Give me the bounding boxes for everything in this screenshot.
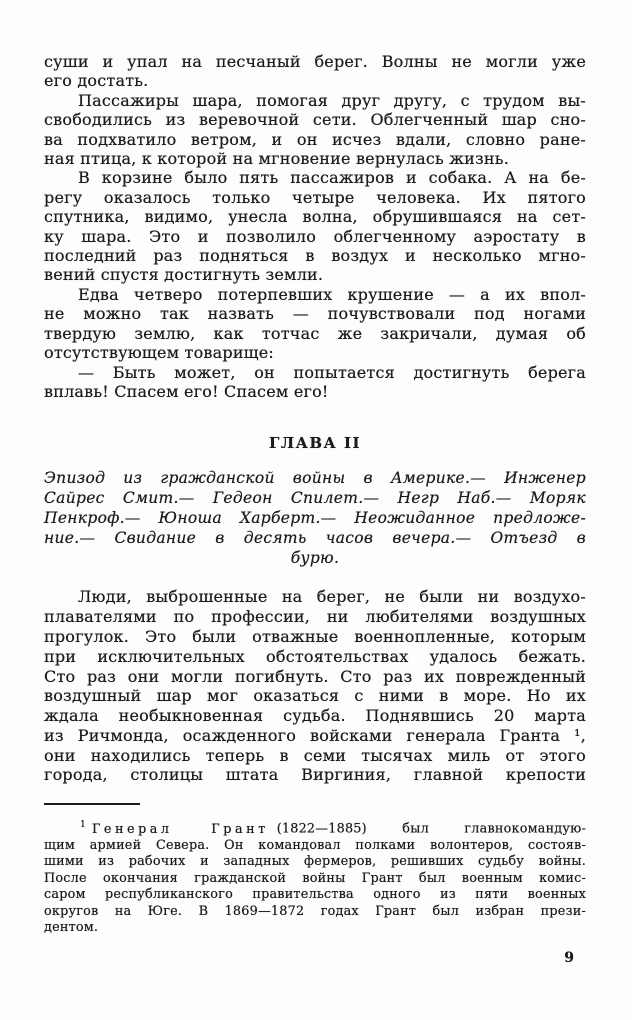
text-line: свободились из веревочной сети. Облегченный шар сно- — [44, 110, 586, 130]
text-line: суши и упал на песчаный берег. Волны не могли уже — [44, 52, 586, 71]
text-line: плавателями по профессии, ни любителями воздушных — [44, 607, 586, 627]
page-number: 9 — [564, 950, 574, 967]
footnote-line: После окончания гражданской войны Грант был военным комис- — [44, 870, 586, 886]
summary-line: Сайрес Смит.— Гедеон Спилет.— Негр Наб.— Моряк — [44, 489, 586, 508]
text-line: вений спустя достигнуть земли. — [44, 265, 324, 285]
footnote-line: шими из рабочих и западных фермеров, решивших судьбу войны. — [44, 854, 586, 870]
text-line: ку шара. Это и позволило облегченному аэростату в — [44, 226, 586, 246]
text-line: ва подхватило ветром, и он исчез вдали, словно ране- — [44, 129, 586, 149]
summary-line: Эпизод из гражданской войны в Америке.— Инженер — [44, 469, 586, 488]
text-line: его достать. — [44, 71, 149, 91]
summary-line: бурю. — [290, 549, 340, 568]
text-line: воздушный шар мог оказаться с ними в море. Но их — [44, 686, 586, 706]
footnote-line: саром республиканского правительства одного из пяти военных — [44, 887, 586, 903]
text-line: Люди, выброшенные на берег, не были ни воздухо- — [78, 587, 586, 607]
footnote-separator — [44, 803, 140, 805]
dialogue-line: вплавь! Спасем его! Спасем его! — [44, 381, 329, 401]
chapter-summary — [44, 468, 586, 568]
opening-paragraph — [44, 587, 586, 785]
footnote-line: дентом. — [44, 919, 99, 935]
text-line-with-footnote-ref: из Ричмонда, осажденного войсками генерала Гранта ¹, — [44, 725, 586, 745]
footnote — [44, 817, 586, 936]
dialogue-line: — Быть может, он попытается достигнуть берега — [78, 362, 586, 382]
text-line: твердую землю, как тотчас же закричали, думая об — [44, 323, 586, 343]
summary-line: ние.— Свидание в десять часов вечера.— Отъезд в — [44, 529, 586, 548]
text-line: отсутствующем товарище: — [44, 343, 275, 363]
text-line: Пассажиры шара, помогая друг другу, с трудом вы- — [78, 90, 586, 110]
footnote-line: округов на Юге. В 1869—1872 годах Грант был избран прези- — [44, 903, 586, 919]
text-line: В корзине было пять пассажиров и собака. А на бе- — [78, 168, 586, 188]
footnote-first-line — [44, 817, 586, 838]
chapter-heading: ГЛАВА II — [269, 434, 361, 453]
footnote-text: (1822—1885) был главнокомандую- — [276, 821, 586, 837]
page-content — [44, 0, 586, 967]
text-line: города, столицы штата Виргиния, главной крепости — [44, 765, 586, 785]
text-line: ная птица, к которой на мгновение вернулась жизнь. — [44, 149, 509, 169]
text-line: не можно так назвать — почувствовали под ногами — [44, 304, 586, 324]
footnote-marker: 1 — [80, 820, 86, 831]
text-line: Едва четверо потерпевших крушение — а их впол- — [78, 284, 586, 304]
text-line: прогулок. Это были отважные военнопленные, которым — [44, 626, 586, 646]
footnote-line: щим армией Севера. Он командовал полками волонтеров, состояв- — [44, 837, 586, 853]
text-line: последний раз подняться в воздух и несколько мгно- — [44, 246, 586, 266]
text-line: они находились теперь в семи тысячах миль от этого — [44, 745, 586, 765]
footnote-person-name: Генерал Грант — [91, 821, 269, 837]
text-line: при исключительных обстоятельствах удалось бежать. — [44, 646, 586, 666]
text-line: регу оказалось только четыре человека. Их пятого — [44, 187, 586, 207]
summary-line: Пенкроф.— Юноша Харберт.— Неожиданное предложе- — [44, 509, 586, 528]
text-line: спутника, видимо, унесла волна, обрушившаяся на сет- — [44, 207, 586, 227]
intro-paragraphs — [44, 0, 586, 401]
text-line: Сто раз они могли погибнуть. Сто раз их поврежденный — [44, 666, 586, 686]
text-line: ждала необыкновенная судьба. Поднявшись 20 марта — [44, 706, 586, 726]
